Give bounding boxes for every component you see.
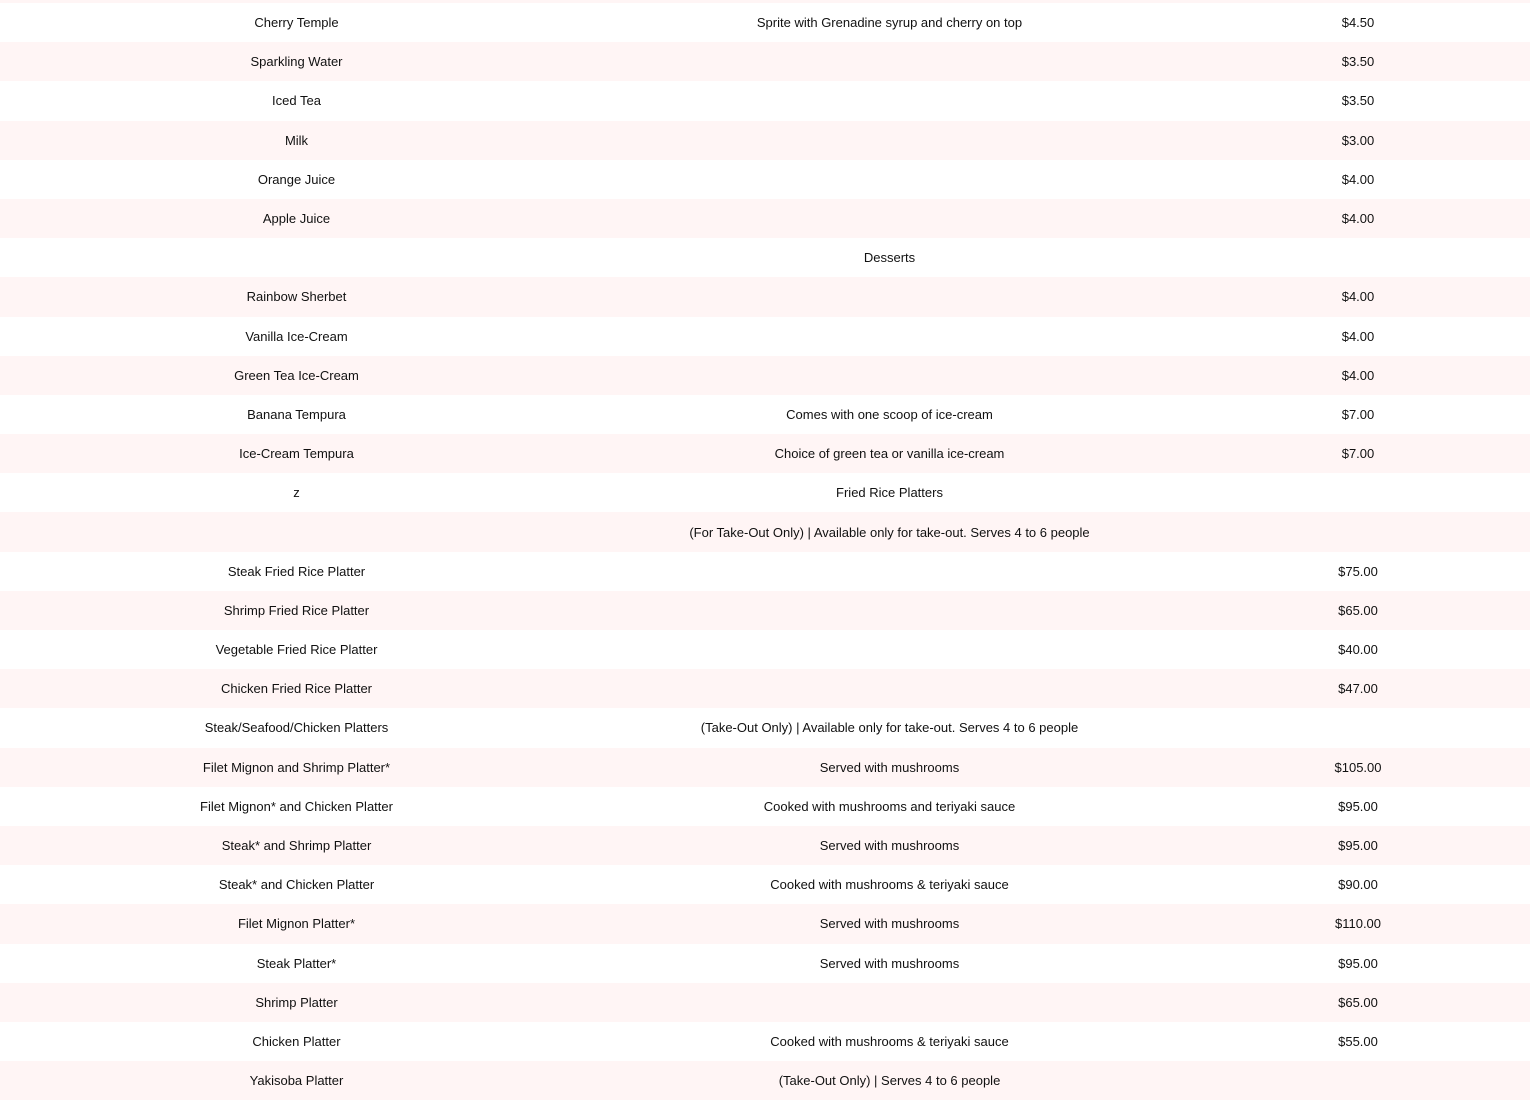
- item-description: Served with mushrooms: [819, 916, 960, 932]
- item-description: [593, 160, 1186, 199]
- item-description: [593, 81, 1186, 120]
- item-description: Served with mushrooms: [819, 759, 960, 775]
- item-name: Steak* and Chicken Platter: [218, 877, 375, 893]
- item-name: Banana Tempura: [247, 406, 346, 422]
- item-price: $4.00: [1341, 211, 1375, 227]
- item-name: Steak/Seafood/Chicken Platters: [204, 720, 389, 736]
- item-name: Vanilla Ice-Cream: [245, 328, 348, 344]
- item-name: Cherry Temple: [254, 15, 339, 31]
- item-name: Filet Mignon Platter*: [237, 916, 356, 932]
- table-row: [0, 708, 1530, 747]
- item-price: $3.00: [1341, 132, 1375, 148]
- item-description: [593, 630, 1186, 669]
- table-row: [0, 160, 1530, 199]
- item-description: Desserts: [863, 250, 916, 266]
- item-name: Filet Mignon* and Chicken Platter: [200, 798, 393, 814]
- item-price: [1186, 473, 1530, 512]
- item-description: Served with mushrooms: [819, 838, 960, 854]
- item-name: [0, 238, 593, 277]
- item-name: Steak Fried Rice Platter: [227, 563, 366, 579]
- item-name: Steak* and Shrimp Platter: [221, 838, 372, 854]
- item-price: $7.00: [1341, 406, 1375, 422]
- item-description: [593, 669, 1186, 708]
- item-price: [1186, 1061, 1530, 1100]
- item-price: $47.00: [1338, 681, 1378, 697]
- table-row: [0, 669, 1530, 708]
- item-price: $110.00: [1334, 916, 1382, 932]
- item-description: Fried Rice Platters: [836, 485, 943, 501]
- item-name: Green Tea Ice-Cream: [234, 367, 359, 383]
- item-price: $7.00: [1341, 446, 1375, 462]
- item-price: $4.00: [1341, 328, 1375, 344]
- item-price: $65.00: [1338, 602, 1378, 618]
- item-description: [593, 983, 1186, 1022]
- item-description: [593, 42, 1186, 81]
- item-name: Filet Mignon and Shrimp Platter*: [202, 759, 391, 775]
- item-description: [593, 121, 1186, 160]
- item-name: Rainbow Sherbet: [246, 289, 347, 305]
- item-price: $4.00: [1341, 289, 1375, 305]
- item-price: $95.00: [1338, 838, 1378, 854]
- item-price: $3.50: [1341, 93, 1375, 109]
- table-row: [0, 277, 1530, 316]
- item-name: Apple Juice: [262, 211, 331, 227]
- item-description: [593, 317, 1186, 356]
- item-description: Served with mushrooms: [819, 955, 960, 971]
- item-name: Chicken Fried Rice Platter: [221, 681, 372, 697]
- table-row: [0, 42, 1530, 81]
- table-row: [0, 865, 1530, 904]
- item-price: [1186, 512, 1530, 551]
- table-row: [0, 591, 1530, 630]
- item-price: $4.00: [1341, 171, 1375, 187]
- item-name: Ice-Cream Tempura: [239, 446, 354, 462]
- item-price: $95.00: [1338, 798, 1378, 814]
- item-description: Sprite with Grenadine syrup and cherry on top: [756, 15, 1023, 31]
- table-row: [0, 238, 1530, 277]
- item-description: (Take-Out Only) | Serves 4 to 6 people: [778, 1073, 1001, 1089]
- item-description: [593, 552, 1186, 591]
- item-description: Cooked with mushrooms and teriyaki sauce: [763, 798, 1016, 814]
- table-row: [0, 356, 1530, 395]
- item-description: (Take-Out Only) | Available only for take-out. Serves 4 to 6 people: [700, 720, 1079, 736]
- item-name: Iced Tea: [272, 93, 321, 109]
- table-row: [0, 630, 1530, 669]
- item-price: $90.00: [1338, 877, 1378, 893]
- item-name: Sparkling Water: [250, 54, 343, 70]
- table-row: [0, 983, 1530, 1022]
- item-description: [593, 591, 1186, 630]
- item-price: $55.00: [1338, 1033, 1378, 1049]
- item-name: Chicken Platter: [252, 1033, 341, 1049]
- item-name: Milk: [284, 132, 309, 148]
- item-description: [593, 199, 1186, 238]
- table-row: [0, 1022, 1530, 1061]
- item-description: [593, 277, 1186, 316]
- item-price: $105.00: [1334, 759, 1382, 775]
- item-description: Comes with one scoop of ice-cream: [786, 406, 993, 422]
- item-description: [593, 356, 1186, 395]
- menu-table-body: [0, 3, 1530, 1100]
- table-row: [0, 552, 1530, 591]
- item-price: [1186, 708, 1530, 747]
- table-row: [0, 512, 1530, 551]
- table-row: [0, 121, 1530, 160]
- table-row: [0, 1061, 1530, 1100]
- item-price: $75.00: [1338, 563, 1378, 579]
- item-price: $4.00: [1341, 367, 1375, 383]
- item-name: Steak Platter*: [256, 955, 337, 971]
- item-name: Shrimp Platter: [255, 994, 338, 1010]
- table-row: [0, 395, 1530, 434]
- table-row: [0, 199, 1530, 238]
- table-row: [0, 81, 1530, 120]
- item-description: Choice of green tea or vanilla ice-cream: [774, 446, 1005, 462]
- item-name: [0, 512, 593, 551]
- table-row: [0, 904, 1530, 943]
- item-name: z: [293, 485, 300, 501]
- table-row: [0, 748, 1530, 787]
- table-row: [0, 473, 1530, 512]
- item-price: $95.00: [1338, 955, 1378, 971]
- menu-table: [0, 3, 1530, 1100]
- item-price: $40.00: [1338, 642, 1378, 658]
- table-row: [0, 317, 1530, 356]
- table-row: [0, 826, 1530, 865]
- item-name: Orange Juice: [257, 171, 336, 187]
- item-name: Yakisoba Platter: [249, 1073, 344, 1089]
- item-description: (For Take-Out Only) | Available only for take-out. Serves 4 to 6 people: [689, 524, 1090, 540]
- item-price: $65.00: [1338, 994, 1378, 1010]
- item-price: [1186, 238, 1530, 277]
- item-description: Cooked with mushrooms & teriyaki sauce: [770, 1033, 1009, 1049]
- table-row: [0, 3, 1530, 42]
- item-price: $3.50: [1341, 54, 1375, 70]
- table-row: [0, 944, 1530, 983]
- table-row: [0, 787, 1530, 826]
- table-row: [0, 434, 1530, 473]
- item-price: $4.50: [1341, 15, 1375, 31]
- item-description: Cooked with mushrooms & teriyaki sauce: [770, 877, 1009, 893]
- item-name: Shrimp Fried Rice Platter: [223, 602, 370, 618]
- item-name: Vegetable Fried Rice Platter: [215, 642, 378, 658]
